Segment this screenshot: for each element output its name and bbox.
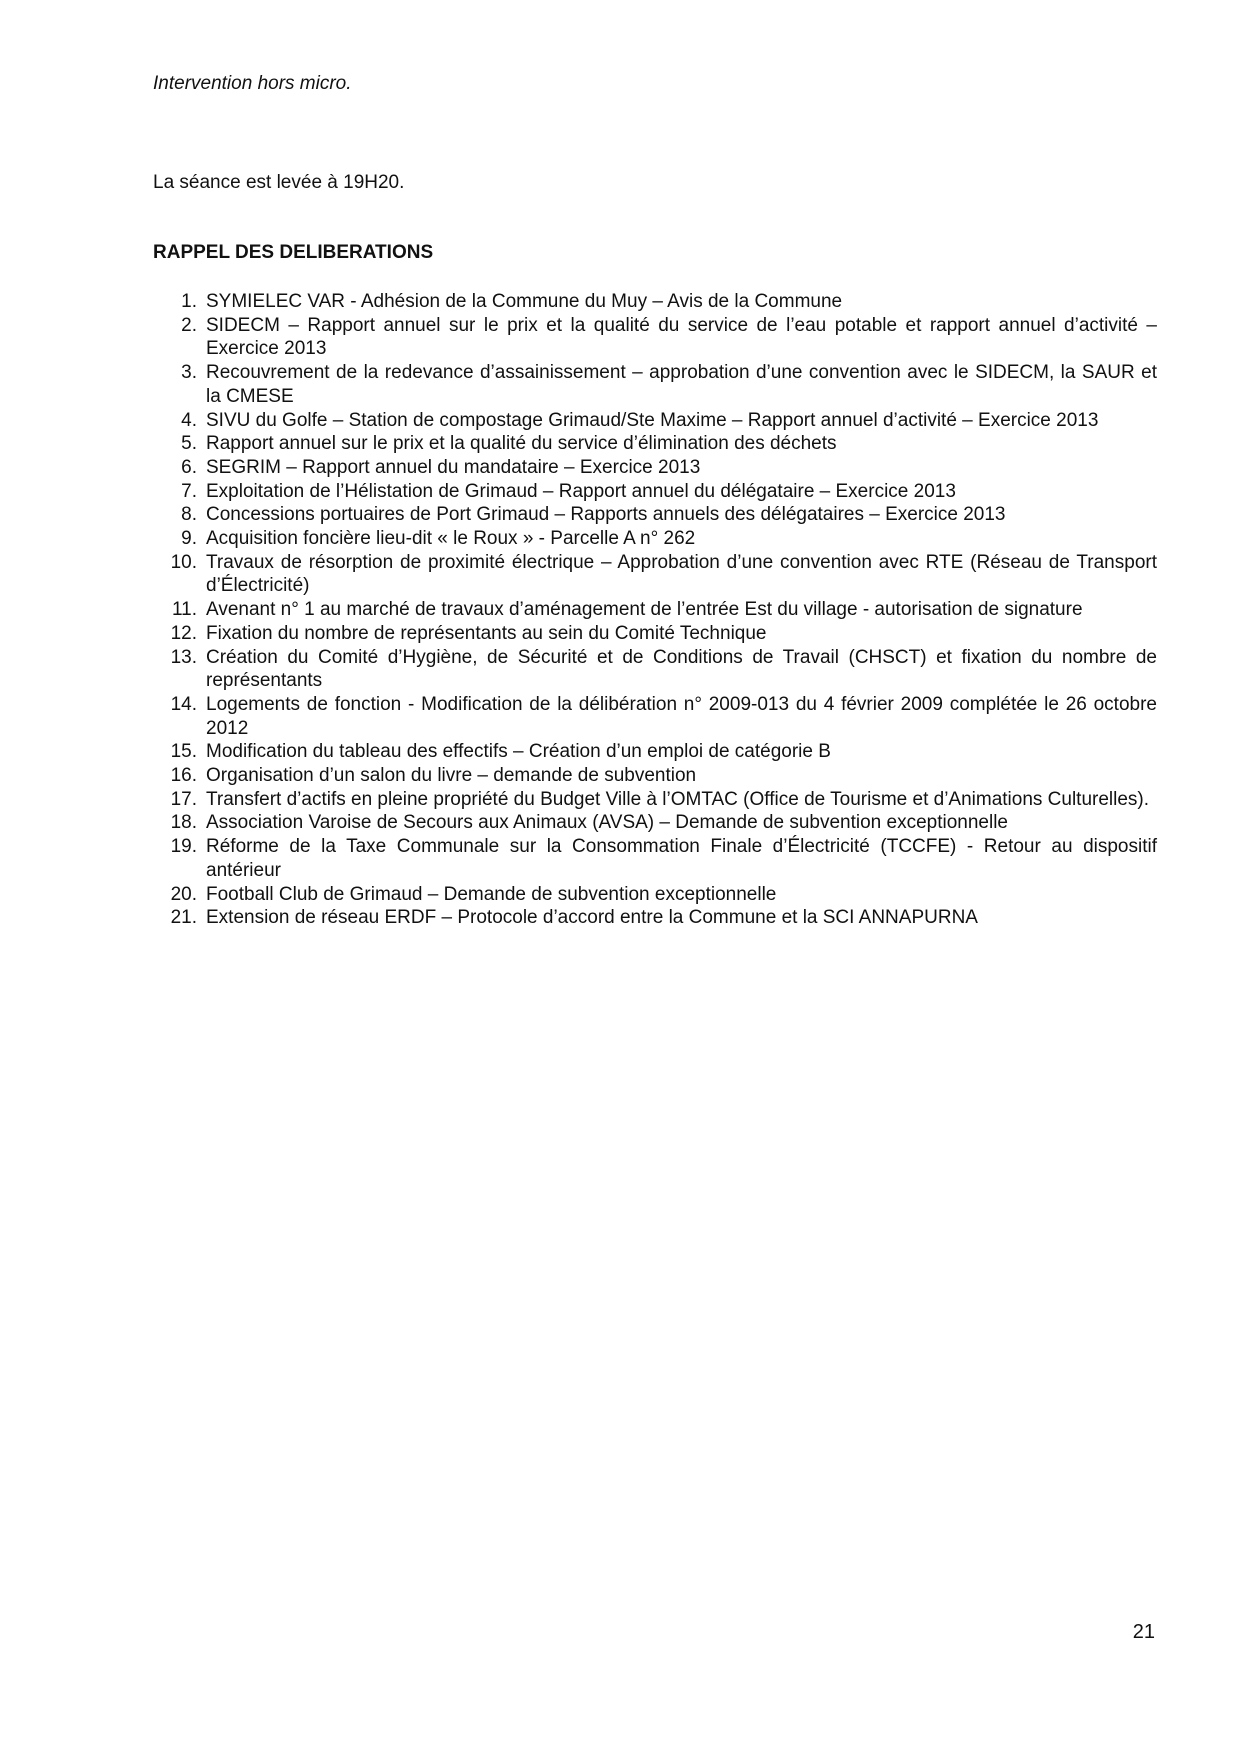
item-text: Fixation du nombre de représentants au sein du Comité Technique: [206, 622, 767, 644]
item-text: Concessions portuaires de Port Grimaud – Rapports annuels des délégataires – Exercice 2013: [206, 504, 1006, 526]
item-text: Avenant n° 1 au marché de travaux d’aménagement de l’entrée Est du village - autorisation de signature: [206, 599, 1083, 621]
page-number: 21: [1132, 1621, 1155, 1643]
list-item: [153, 551, 1157, 598]
item-text: Recouvrement de la redevance d’assainissement – approbation d’une convention avec le SIDECM, la SAUR et la CMESE: [206, 362, 1157, 407]
item-text: SYMIELEC VAR - Adhésion de la Commune du Muy – Avis de la Commune: [206, 291, 843, 312]
list-item: [153, 622, 1157, 646]
list-item: [153, 456, 1157, 480]
item-number: 21.: [170, 907, 197, 929]
item-number: 19.: [170, 836, 197, 858]
item-text: Acquisition foncière lieu-dit « le Roux » - Parcelle A n° 262: [206, 528, 696, 550]
item-number: 8.: [181, 504, 197, 526]
item-number: 5.: [181, 433, 197, 455]
list-item: [153, 598, 1157, 622]
item-text: SIVU du Golfe – Station de compostage Grimaud/Ste Maxime – Rapport annuel d’activité – Exercice 2013: [206, 409, 1099, 431]
list-item: [153, 906, 1157, 930]
item-text: Exploitation de l’Hélistation de Grimaud – Rapport annuel du délégataire – Exercice 2013: [206, 480, 956, 502]
list-item: [153, 290, 1157, 314]
item-number: 1.: [181, 291, 197, 312]
list-item: [153, 883, 1157, 907]
item-text: Travaux de résorption de proximité électrique – Approbation d’une convention avec RTE (Réseau de Transport d’Électricité): [206, 551, 1157, 597]
list-item: [153, 432, 1157, 456]
item-number: 14.: [170, 693, 197, 715]
list-item: [153, 409, 1157, 433]
item-number: 16.: [170, 765, 197, 787]
list-item: [153, 764, 1157, 788]
item-number: 2.: [181, 314, 197, 336]
list-item: [153, 693, 1157, 740]
item-text: Association Varoise de Secours aux Animaux (AVSA) – Demande de subvention exceptionnelle: [206, 812, 1008, 834]
list-item: [153, 314, 1157, 361]
list-item: [153, 361, 1157, 408]
item-text: SIDECM – Rapport annuel sur le prix et la qualité du service de l’eau potable et rapport annuel d’activité – Exercice 2013: [206, 314, 1157, 360]
item-number: 12.: [170, 622, 197, 644]
list-item: [153, 740, 1157, 764]
item-number: 4.: [181, 409, 197, 431]
item-number: 3.: [181, 362, 197, 384]
item-text: Création du Comité d’Hygiène, de Sécurité et de Conditions de Travail (CHSCT) et fixation du nombre de représentants: [206, 646, 1157, 692]
item-text: Football Club de Grimaud – Demande de subvention exceptionnelle: [206, 883, 777, 905]
item-number: 7.: [181, 480, 197, 502]
item-number: 15.: [170, 741, 197, 763]
item-text: Logements de fonction - Modification de la délibération n° 2009-013 du 4 février 2009 complétée le 26 octobre 2012: [206, 693, 1157, 739]
item-text: Rapport annuel sur le prix et la qualité du service d’élimination des déchets: [206, 433, 837, 455]
item-number: 6.: [181, 456, 197, 478]
list-item: [153, 646, 1157, 693]
item-number: 17.: [170, 788, 197, 810]
item-number: 9.: [181, 528, 197, 550]
list-item: [153, 835, 1157, 882]
intervention-note: Intervention hors micro.: [153, 73, 352, 94]
item-text: Organisation d’un salon du livre – demande de subvention: [206, 765, 697, 787]
section-title: RAPPEL DES DELIBERATIONS: [153, 242, 434, 263]
list-item: [153, 480, 1157, 504]
list-item: [153, 527, 1157, 551]
item-number: 20.: [170, 883, 197, 905]
list-item: [153, 811, 1157, 835]
item-text: Extension de réseau ERDF – Protocole d’accord entre la Commune et la SCI ANNAPURNA: [206, 907, 978, 929]
session-closing-text: La séance est levée à 19H20.: [153, 172, 405, 193]
deliberations-list: [153, 290, 1157, 930]
item-text: Réforme de la Taxe Communale sur la Consommation Finale d’Électricité (TCCFE) - Retour au dispositif antérieur: [206, 836, 1157, 881]
item-number: 18.: [170, 812, 197, 834]
item-text: SEGRIM – Rapport annuel du mandataire – Exercice 2013: [206, 456, 701, 478]
item-number: 13.: [170, 646, 197, 668]
item-text: Modification du tableau des effectifs – Création d’un emploi de catégorie B: [206, 741, 831, 763]
list-item: [153, 503, 1157, 527]
item-text: Transfert d’actifs en pleine propriété du Budget Ville à l’OMTAC (Office de Tourisme et d’Animations Culturelles).: [206, 788, 1150, 810]
item-number: 11.: [171, 599, 197, 621]
item-number: 10.: [170, 551, 197, 573]
list-item: [153, 788, 1157, 812]
